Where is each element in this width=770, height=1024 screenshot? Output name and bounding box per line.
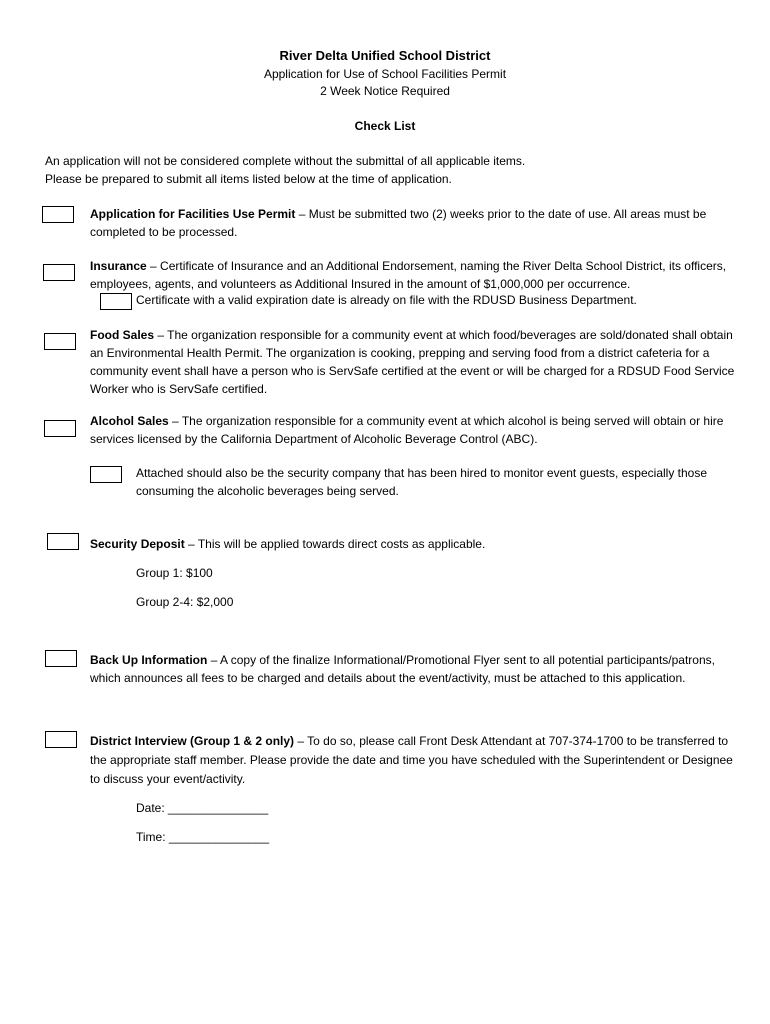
security-company-text: Attached should also be the security company that has been hired to monitor event guests, especially those consuming the alcoholic beverages being served.: [136, 466, 708, 498]
intro-line-1: An application will not be considered complete without the submittal of all applicable items.: [45, 154, 526, 168]
alcohol-sales-title: Alcohol Sales: [90, 414, 169, 428]
intro-line-2: Please be prepared to submit all items listed below at the time of application.: [45, 172, 452, 186]
notice-text: 2 Week Notice Required: [320, 84, 450, 98]
district-interview-text: – To do so, please call Front Desk Attendant at 707-374-1700 to be transferred to the appropriate staff member. Please provide the date and time you have scheduled with the Superintendent or Designee to discuss your event/activity.: [90, 734, 733, 786]
backup-info-checkbox[interactable]: [45, 650, 77, 667]
insurance-checkbox[interactable]: [43, 264, 75, 281]
security-company-checkbox[interactable]: [90, 466, 122, 483]
food-sales-checkbox[interactable]: [44, 333, 76, 350]
application-item: [90, 205, 740, 241]
checklist-heading: Check List: [354, 119, 416, 133]
security-deposit-item: [90, 535, 740, 553]
food-sales-title: Food Sales: [90, 328, 155, 342]
insurance-on-file-checkbox[interactable]: [100, 293, 132, 310]
security-deposit-text: – This will be applied towards direct costs as applicable.: [184, 537, 486, 551]
alcohol-sales-item: [90, 412, 740, 448]
backup-info-text: – A copy of the finalize Informational/Promotional Flyer sent to all potential participants/patrons, which announces all fees to be charged and details about the event/activity, must be attached to this application.: [90, 653, 715, 685]
insurance-text: – Certificate of Insurance and an Additional Endorsement, naming the River Delta School District, its officers, employees, agents, and volunteers as Additional Insured in the amount of $1,000,000 per occurrence.: [90, 259, 727, 291]
food-sales-item: [90, 326, 740, 398]
security-deposit-checkbox[interactable]: [47, 533, 79, 550]
alcohol-sales-text: – The organization responsible for a community event at which alcohol is being served will obtain or hire services licensed by the California Department of Alcoholic Beverage Control (ABC).: [90, 414, 724, 446]
district-interview-title: District Interview (Group 1 & 2 only): [90, 734, 295, 748]
deposit-group-2-4: Group 2-4: $2,000: [136, 595, 234, 609]
insurance-title: Insurance: [90, 259, 147, 273]
interview-date-field[interactable]: Date: _______________: [136, 801, 269, 815]
security-deposit-title: Security Deposit: [90, 537, 185, 551]
insurance-on-file-text: Certificate with a valid expiration date is already on file with the RDUSD Business Department.: [136, 293, 637, 307]
backup-info-title: Back Up Information: [90, 653, 208, 667]
application-checkbox[interactable]: [42, 206, 74, 223]
form-subtitle: Application for Use of School Facilities Permit: [263, 67, 507, 81]
alcohol-sales-checkbox[interactable]: [44, 420, 76, 437]
application-text: – Must be submitted two (2) weeks prior to the date of use. All areas must be completed to be processed.: [90, 207, 707, 239]
district-interview-checkbox[interactable]: [45, 731, 77, 748]
deposit-group-1: Group 1: $100: [136, 566, 213, 580]
application-title: Application for Facilities Use Permit: [90, 207, 296, 221]
interview-time-field[interactable]: Time: _______________: [136, 830, 269, 844]
district-interview-item: [90, 732, 740, 789]
backup-info-item: [90, 651, 740, 687]
food-sales-text: – The organization responsible for a community event at which food/beverages are sold/donated shall obtain an Environmental Health Permit. The organization is cooking, prepping and serving food from a district cafeteria for a community event shall have a person who is ServSafe certified at the event or will be charged for a RDSUD Food Service Worker who is ServSafe certified.: [90, 328, 735, 396]
insurance-item: [90, 257, 740, 293]
district-title: River Delta Unified School District: [279, 48, 491, 63]
